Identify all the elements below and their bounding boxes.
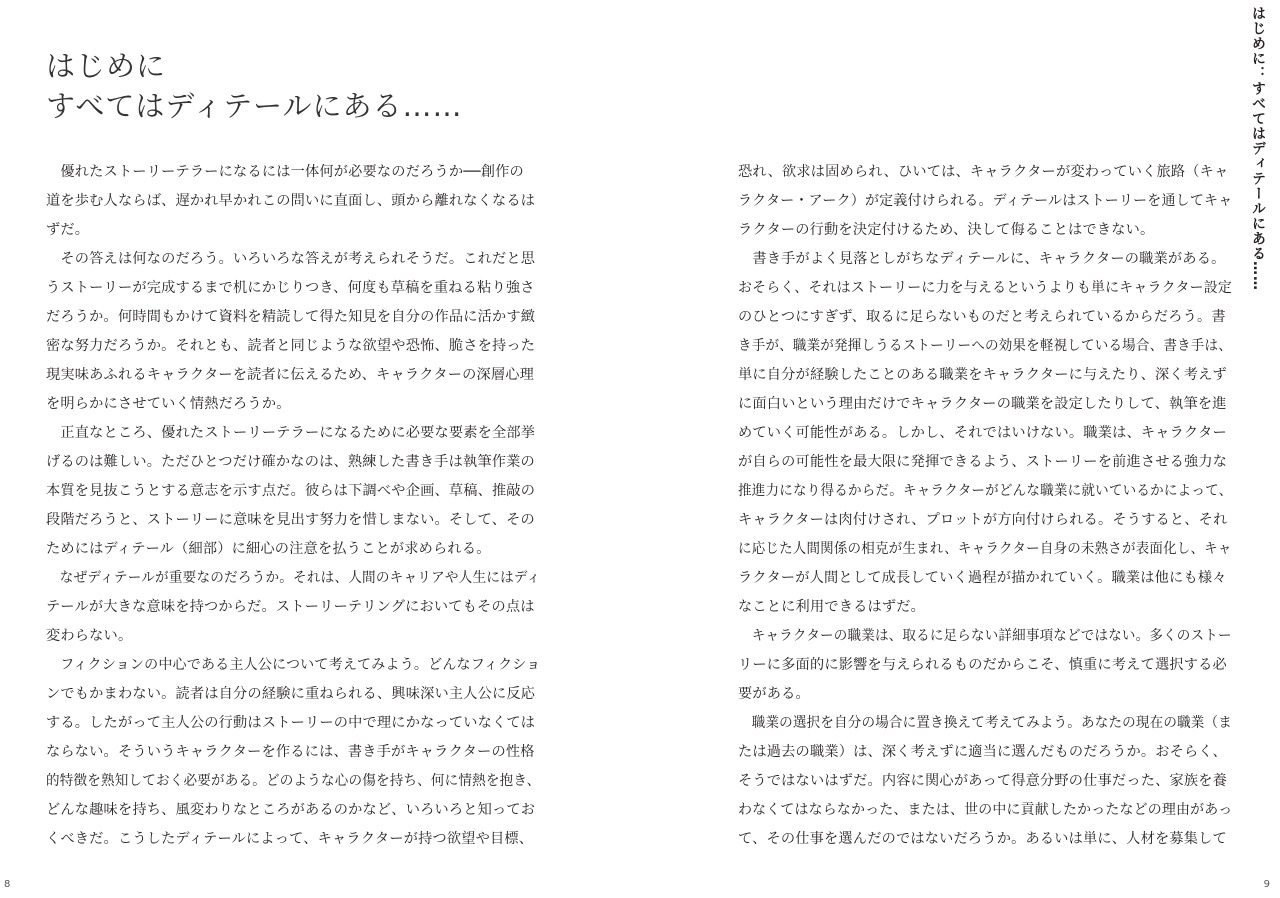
text-line: その答えは何なのだろう。いろいろな答えが考えられそうだ。これだと思 [46, 251, 536, 267]
text-line: ならない。そういうキャラクターを作るには、書き手がキャラクターの性格 [46, 744, 535, 760]
text-line: 単に自分が経験したことのある職業をキャラクターに与えたり、深く考えず [738, 367, 1227, 383]
text-line: おそらく、それはストーリーに力を与えるというよりも単にキャラクター設定 [738, 280, 1232, 296]
text-line: 段階だろうと、ストーリーに意味を見出す努力を惜しまない。そして、その [46, 512, 535, 528]
page-number-left: 8 [4, 879, 11, 890]
text-line: キャラクターの職業は、取るに足らない詳細事項などではない。多くのストー [738, 628, 1232, 644]
page-number-right: 9 [1263, 879, 1270, 890]
text-line: なぜディテールが重要なのだろうか。それは、人間のキャリアや人生にはディ [46, 570, 541, 586]
chapter-title-line: はじめに [46, 49, 167, 83]
text-line: 推進力になり得るからだ。キャラクターがどんな職業に就いているかによって、 [738, 483, 1233, 499]
text-line: ラクター・アーク）が定義付けられる。ディテールはストーリーを通してキャ [738, 193, 1233, 209]
text-line: そうではないはずだ。内容に関心があって得意分野の仕事だった、家族を養 [738, 773, 1228, 789]
chapter-title-line: すべてはディテールにある…… [46, 89, 463, 123]
text-line: が自らの可能性を最大限に発揮できるよう、ストーリーを前進させる強力な [738, 454, 1228, 470]
text-line: 優れたストーリーテラーになるには一体何が必要なのだろうか──創作の [46, 164, 524, 180]
text-line: する。したがって主人公の行動はストーリーの中で理にかなっていなくては [46, 715, 536, 731]
text-line: くべきだ。こうしたディテールによって、キャラクターが持つ欲望や目標、 [46, 831, 534, 847]
text-line: 現実味あふれるキャラクターを読者に伝えるため、キャラクターの深層心理 [46, 367, 535, 383]
text-line: リーに多面的に影響を与えられるものだからこそ、慎重に考えて選択する必 [738, 657, 1227, 673]
text-line: なことに利用できるはずだ。 [738, 599, 926, 615]
text-line: ずだ。 [46, 222, 90, 238]
chapter-title [46, 46, 463, 126]
text-line: キャラクターは肉付けされ、プロットが方向付けられる。そうすると、それ [738, 512, 1228, 528]
text-line: き手が、職業が発揮しうるストーリーへの効果を軽視している場合、書き手は、 [738, 338, 1232, 354]
text-line: のひとつにすぎず、取るに足らないものだと考えられているからだろう。書 [738, 309, 1226, 325]
text-line: めていく可能性がある。しかし、それではいけない。職業は、キャラクター [738, 425, 1227, 441]
text-line: だろうか。何時間もかけて資料を精読して得た知見を自分の作品に活かす緻 [46, 309, 536, 325]
text-line: たは過去の職業）は、深く考えずに適当に選んだものだろうか。おそらく、 [738, 744, 1227, 760]
text-line: わなくてはならなかった、または、世の中に貢献したかったなどの理由があっ [738, 802, 1233, 818]
text-line: 密な努力だろうか。それとも、読者と同じような欲望や恐怖、脆さを持った [46, 338, 536, 354]
text-line: 職業の選択を自分の場合に置き換えて考えてみよう。あなたの現在の職業（ま [738, 715, 1232, 731]
text-line: 本質を見抜こうとする意志を示す点だ。彼らは下調べや企画、草稿、推敲の [46, 483, 536, 499]
text-line: フィクションの中心である主人公について考えてみよう。どんなフィクショ [46, 657, 541, 673]
text-line: を明らかにさせていく情熱だろうか。 [46, 396, 291, 412]
text-line: 要がある。 [738, 686, 810, 702]
text-line: ラクターが人間として成長していく過程が描かれていく。職業は他にも様々 [738, 570, 1227, 586]
text-line: ンでもかまわない。読者は自分の経験に重ねられる、興味深い主人公に反応 [46, 686, 536, 702]
running-head: はじめに：すべてはディテールにある…… [1250, 6, 1266, 291]
text-line: て、その仕事を選んだのではないだろうか。あるいは単に、人材を募集して [738, 831, 1227, 847]
text-line: に面白いという理由だけでキャラクターの職業を設定したりして、執筆を進 [738, 396, 1227, 412]
text-line: ためにはディテール（細部）に細心の注意を払うことが求められる。 [46, 541, 491, 557]
text-line: 道を歩む人ならば、遅かれ早かれこの問いに直面し、頭から離れなくなるは [46, 193, 536, 209]
text-line: テールが大きな意味を持つからだ。ストーリーテリングにおいてもその点は [46, 599, 535, 615]
text-line: 的特徴を熟知しておく必要がある。どのような心の傷を持ち、何に情熱を抱き、 [46, 773, 541, 789]
text-line: 変わらない。 [46, 628, 133, 644]
right-page-body [738, 158, 1232, 854]
text-line: どんな趣味を持ち、風変わりなところがあるのかなど、いろいろと知ってお [46, 802, 536, 818]
text-line: げるのは難しい。ただひとつだけ確かなのは、熟練した書き手は執筆作業の [46, 454, 535, 470]
text-line: に応じた人間関係の相克が生まれ、キャラクター自身の未熟さが表面化し、キャ [738, 541, 1232, 557]
text-line: 書き手がよく見落としがちなディテールに、キャラクターの職業がある。 [738, 251, 1226, 267]
text-line: 正直なところ、優れたストーリーテラーになるために必要な要素を全部挙 [46, 425, 536, 441]
left-page-body [46, 158, 540, 854]
text-line: 恐れ、欲求は固められ、ひいては、キャラクターが変わっていく旅路（キャ [738, 164, 1229, 180]
text-line: ラクターの行動を決定付けるため、決して侮ることはできない。 [738, 222, 1155, 238]
text-line: うストーリーが完成するまで机にかじりつき、何度も草稿を重ねる粘り強さ [46, 280, 535, 296]
